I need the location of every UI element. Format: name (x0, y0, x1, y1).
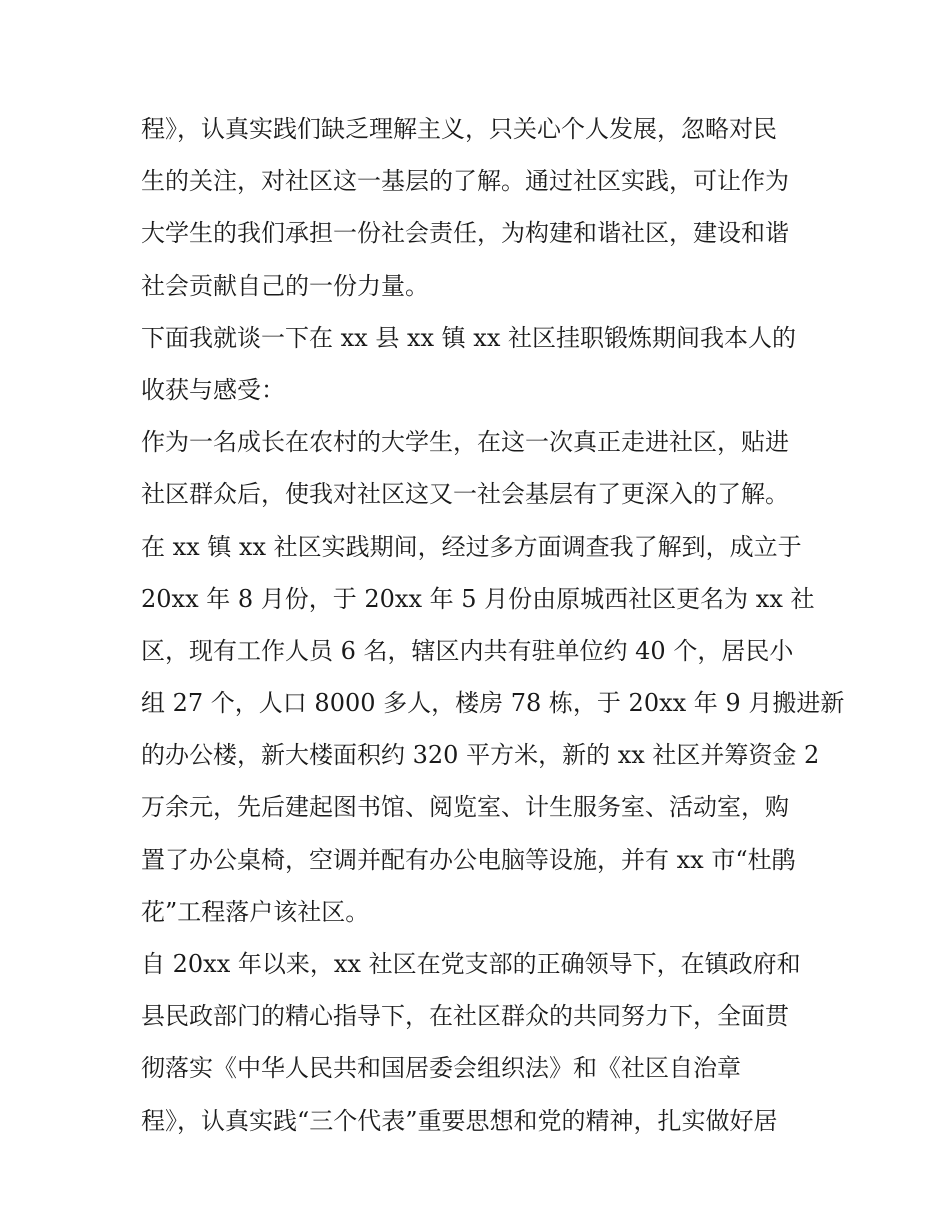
text-line: 社会贡献自己的一份力量。 (141, 271, 429, 300)
text-line: 组 27 个，人口 8000 多人，楼房 78 栋，于 20xx 年 9 月搬进新 (141, 689, 845, 718)
text-line: 生的关注，对社区这一基层的了解。通过社区实践，可让作为 (141, 167, 789, 196)
text-line: 收获与感受： (141, 375, 285, 404)
text-line: 大学生的我们承担一份社会责任，为构建和谐社区，建设和谐 (141, 219, 789, 248)
text-line: 置了办公桌椅，空调并配有办公电脑等设施，并有 xx 市“杜鹃 (141, 845, 796, 874)
text-line: 彻落实《中华人民共和国居委会组织法》和《社区自治章 (141, 1054, 741, 1083)
text-line: 在 xx 镇 xx 社区实践期间，经过多方面调查我了解到，成立于 (141, 532, 802, 561)
text-line: 程》，认真实践“三个代表”重要思想和党的精神，扎实做好居 (141, 1106, 778, 1135)
text-line: 下面我就谈一下在 xx 县 xx 镇 xx 社区挂职锻炼期间我本人的 (141, 323, 796, 352)
text-line: 程》，认真实践们缺乏理解主义，只关心个人发展，忽略对民 (141, 115, 777, 143)
text-line: 社区群众后，使我对社区这又一社会基层有了更深入的了解。 (141, 480, 789, 509)
text-line: 县民政部门的精心指导下，在社区群众的共同努力下，全面贯 (141, 1002, 789, 1031)
text-line: 自 20xx 年以来，xx 社区在党支部的正确领导下，在镇政府和 (141, 950, 801, 978)
text-line: 的办公楼，新大楼面积约 320 平方米，新的 xx 社区并筹资金 2 (141, 741, 820, 770)
text-line: 20xx 年 8 月份，于 20xx 年 5 月份由原城西社区更名为 xx 社 (141, 584, 815, 613)
text-line: 作为一名成长在农村的大学生，在这一次真正走进社区，贴进 (141, 428, 789, 457)
text-line: 万余元，先后建起图书馆、阅览室、计生服务室、活动室，购 (141, 793, 789, 822)
text-line: 花”工程落户该社区。 (141, 897, 370, 926)
text-line: 区，现有工作人员 6 名，辖区内共有驻单位约 40 个，居民小 (141, 636, 794, 665)
body-text (141, 103, 845, 1147)
